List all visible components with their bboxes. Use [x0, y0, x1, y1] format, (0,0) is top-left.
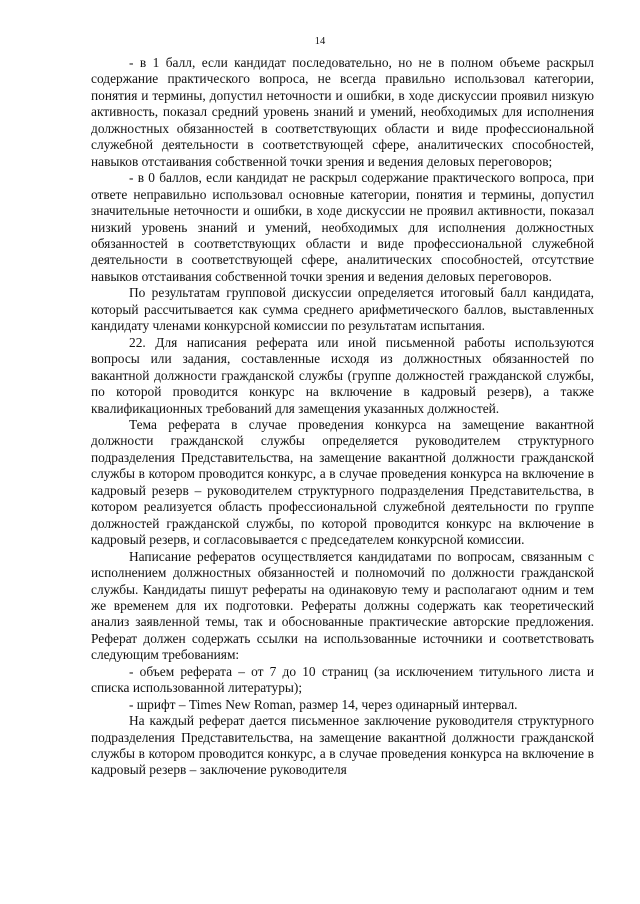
paragraph-clause-22: 22. Для написания реферата или иной письменной работы используются вопросы или задания, составленные исходя из должностных обязанностей по вакантной должности гражданской службы (группе должностей гражданской службы, по которой проводится конкурс на включение в кадровый резерв), а также квалификационных требований для замещения указанных должностей. — [91, 334, 594, 416]
paragraph-score-0: - в 0 баллов, если кандидат не раскрыл содержание практического вопроса, при ответе неправильно использовал основные категории, понятия и термины, допустил значительные неточности и ошибки, в ходе дискуссии не проявил активности, показал низкий уровень знаний и умений, необходимых для исполнения должностных обязанностей в соответствующих области и виде профессиональной служебной деятельности в соответствующей сфере, аналитических способностей, отсутствие навыков отстаивания собственной точки зрения и ведения деловых переговоров. — [91, 170, 594, 284]
paragraph-score-1: - в 1 балл, если кандидат последовательно, но не в полном объеме раскрыл содержание практического вопроса, не всегда правильно использовал категории, понятия и термины, допустил неточности и ошибки, в ходе дискуссии проявил низкую активность, показал средний уровень знаний и умений, необходимых для исполнения должностных обязанностей в соответствующих области и виде профессиональной служебной деятельности в соответствующей сфере, аналитических способностей, навыков отстаивания собственной точки зрения и ведения деловых переговоров; — [91, 55, 594, 169]
paragraph-essay-writing: Написание рефератов осуществляется кандидатами по вопросам, связанным с исполнением должностных обязанностей и полномочий по должности гражданской службы. Кандидаты пишут рефераты на одинаковую тему и располагают одним и тем же временем для их подготовки. Рефераты должны содержать как теоретический анализ заявленной темы, так и обоснованные практические авторские предложения. Реферат должен содержать ссылки на использованные источники и соответствовать следующим требованиям: — [91, 548, 594, 663]
paragraph-essay-font: - шрифт – Times New Roman, размер 14, через одинарный интервал. — [129, 696, 518, 712]
paragraph-essay-review: На каждый реферат дается письменное заключение руководителя структурного подразделения Представительства, на замещение вакантной должности гражданской службы в котором проводится конкурс, а в случае проведения конкурса на включение в кадровый резерв – заключение руководителя — [91, 713, 594, 778]
page-number: 14 — [314, 36, 326, 47]
document-body — [91, 55, 594, 779]
paragraph-essay-topic: Тема реферата в случае проведения конкурса на замещение вакантной должности гражданской службы определяется руководителем структурного подразделения Представительства, на замещение вакантной должности гражданской службы в котором проводится конкурс, а в случае проведения конкурса на включение в кадровый резерв – руководителем структурного подразделения Представительства, в котором реализуется область профессиональной служебной деятельности по группе должностей гражданской службы, по которой проводится конкурс на включение в кадровый резерв, и согласовывается с председателем конкурсной комиссии. — [91, 416, 594, 548]
paragraph-essay-volume: - объем реферата – от 7 до 10 страниц (за исключением титульного листа и списка использованной литературы); — [91, 663, 594, 696]
paragraph-group-discussion-result: По результатам групповой дискуссии определяется итоговый балл кандидата, который рассчитывается как сумма среднего арифметического баллов, выставленных кандидату членами конкурсной комиссии по результатам испытания. — [91, 285, 594, 334]
